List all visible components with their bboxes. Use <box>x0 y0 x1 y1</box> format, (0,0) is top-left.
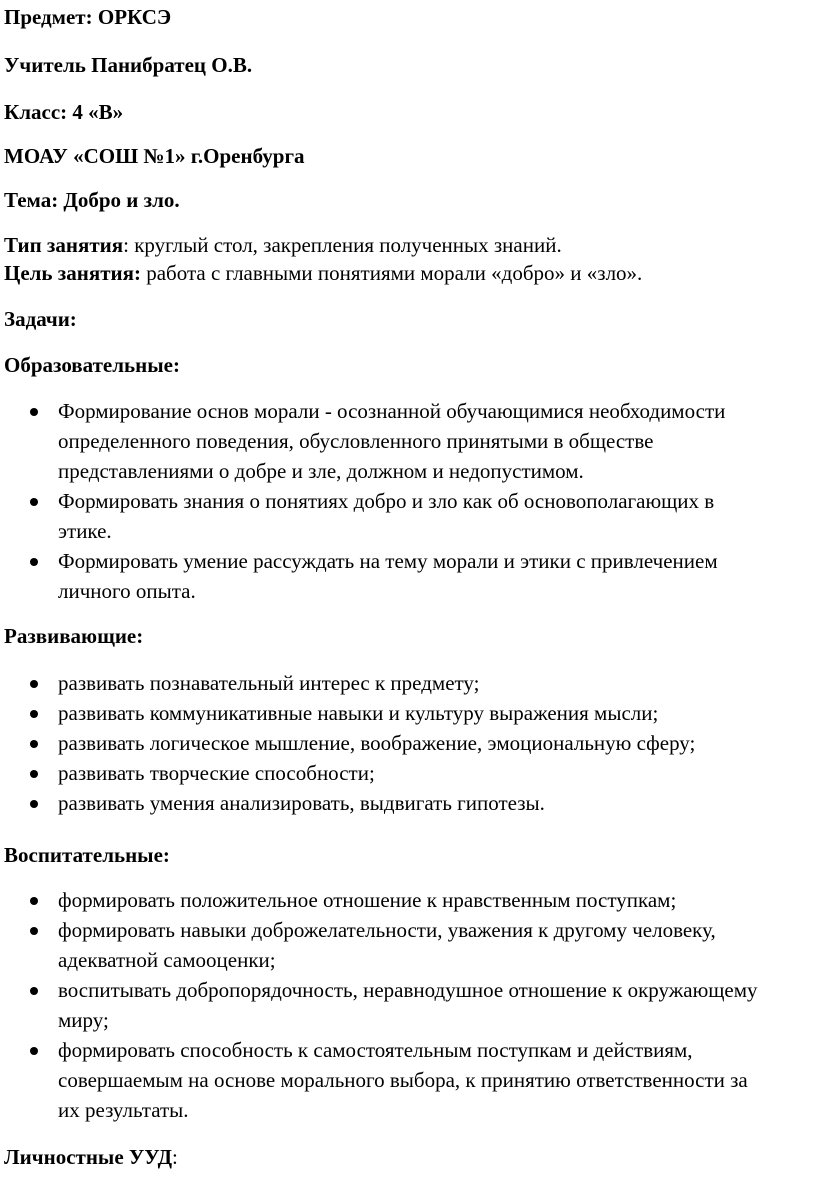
bullet-icon <box>30 558 38 566</box>
personal-uud-line <box>4 1142 178 1172</box>
list-item-text: развивать логическое мышление, воображение, эмоциональную сферу; <box>58 731 696 755</box>
list-item-text: формировать навыки доброжелательности, уважения к другому человеку, <box>58 918 716 942</box>
list-item-text: Формирование основ морали - осознанной обучающимися необходимости <box>58 399 726 423</box>
list-item-text: их результаты. <box>58 1098 189 1122</box>
list-item-text: представлениями о добре и зле, должном и недопустимом. <box>58 459 584 483</box>
list-item-text: этике. <box>58 519 112 543</box>
list-item-text: адекватной самооценки; <box>58 948 276 972</box>
bullet-icon <box>30 770 38 778</box>
list-item-text: Формировать умение рассуждать на тему морали и этики с привлечением <box>58 549 718 573</box>
list-item-text: развивать творческие способности; <box>58 761 375 785</box>
lesson-type-label: Тип занятия <box>4 233 124 257</box>
list-item-text: развивать умения анализировать, выдвигать гипотезы. <box>58 791 545 815</box>
list-item <box>4 728 804 758</box>
educational-heading: Образовательные: <box>4 353 180 377</box>
school-line: МОАУ «СОШ №1» г.Оренбурга <box>4 144 305 168</box>
list-item-text: формировать способность к самостоятельным поступкам и действиям, <box>58 1038 693 1062</box>
lesson-goal-label: Цель занятия: <box>4 261 141 285</box>
bullet-icon <box>30 1047 38 1055</box>
lesson-type-value: : круглый стол, закрепления полученных знаний. <box>123 233 562 257</box>
developing-heading: Развивающие: <box>4 624 144 648</box>
lesson-goal-value: работа с главными понятиями морали «добро» и «зло». <box>140 261 643 285</box>
list-item-text: развивать коммуникативные навыки и культуру выражения мысли; <box>58 701 659 725</box>
list-item <box>4 885 804 915</box>
developing-list <box>4 668 804 818</box>
bullet-icon <box>30 800 38 808</box>
educational-list <box>4 396 804 606</box>
personal-uud-label: Личностные УУД <box>4 1145 173 1169</box>
list-item <box>4 698 804 728</box>
list-item-text: миру; <box>58 1008 109 1032</box>
topic-line: Тема: Добро и зло. <box>4 188 180 212</box>
list-item-text: личного опыта. <box>58 579 196 603</box>
bullet-icon <box>30 927 38 935</box>
bullet-icon <box>30 897 38 905</box>
list-item-text: воспитывать добропорядочность, неравнодушное отношение к окружающему <box>58 978 758 1002</box>
list-item-text: Формировать знания о понятиях добро и зло как об основополагающих в <box>58 489 715 513</box>
list-item <box>4 915 804 975</box>
list-item <box>4 486 804 546</box>
bullet-icon <box>30 680 38 688</box>
list-item-text: совершаемым на основе морального выбора, к принятию ответственности за <box>58 1068 748 1092</box>
list-item <box>4 758 804 788</box>
tasks-heading: Задачи: <box>4 307 77 331</box>
bullet-icon <box>30 740 38 748</box>
upbringing-list <box>4 885 804 1125</box>
personal-uud-suffix: : <box>172 1145 178 1169</box>
bullet-icon <box>30 408 38 416</box>
list-item-text: развивать познавательный интерес к предмету; <box>58 671 480 695</box>
lesson-type-line <box>4 230 562 260</box>
upbringing-heading: Воспитательные: <box>4 843 170 867</box>
class-line: Класс: 4 «В» <box>4 100 124 124</box>
list-item-text: определенного поведения, обусловленного принятыми в обществе <box>58 429 654 453</box>
list-item-text: формировать положительное отношение к нравственным поступкам; <box>58 888 677 912</box>
teacher-line: Учитель Панибратец О.В. <box>4 53 253 77</box>
lesson-goal-line <box>4 258 642 288</box>
list-item <box>4 788 804 818</box>
bullet-icon <box>30 987 38 995</box>
list-item <box>4 546 804 606</box>
list-item <box>4 668 804 698</box>
bullet-icon <box>30 498 38 506</box>
subject-line: Предмет: ОРКСЭ <box>4 5 172 29</box>
bullet-icon <box>30 710 38 718</box>
list-item <box>4 975 804 1035</box>
list-item <box>4 396 804 486</box>
list-item <box>4 1035 804 1125</box>
